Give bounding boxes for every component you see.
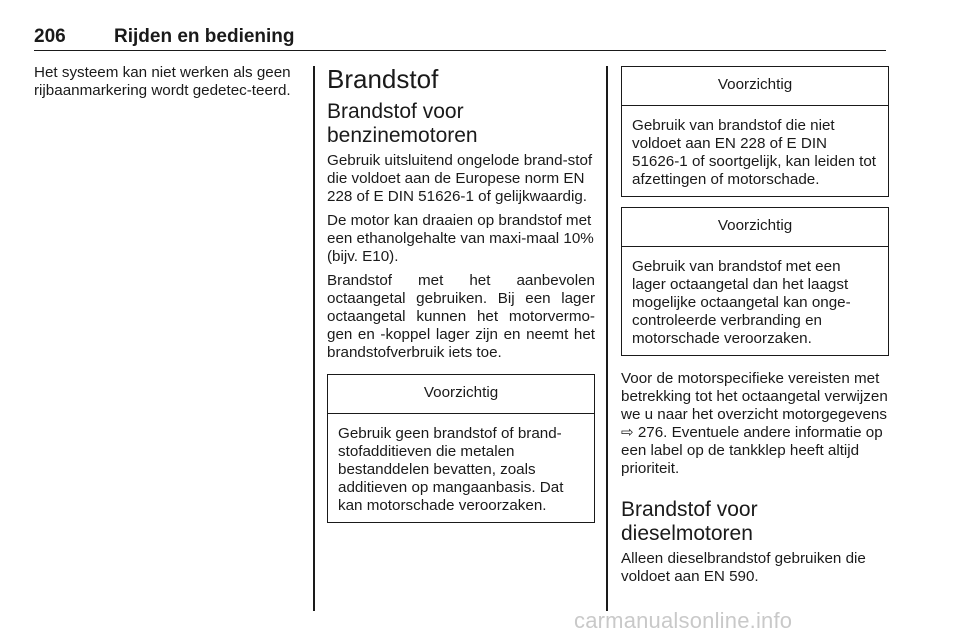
column-2 [327, 64, 595, 529]
page-reference-arrow-icon[interactable]: ⇨ [621, 424, 634, 441]
caution-text-1: Gebruik van brandstof die niet voldoet aan EN 228 of E DIN 51626-1 of soortgelijk, kan leiden tot afzettingen of motorschade. [632, 117, 877, 188]
watermark: carmanualsonline.info [574, 608, 793, 633]
subheading-petrol: Brandstof voor benzinemotoren [327, 100, 478, 147]
column-3 [621, 64, 889, 592]
caution-text: Gebruik geen brandstof of brand-stofadditieven die metalen bestanddelen bevatten, zoals additieven op mangaanbasis. Dat kan motorschade veroorzaken. [338, 425, 564, 514]
engine-data-text: Voor de motorspecifieke vereisten met betrekking tot het octaangetal verwijzen we u naar het overzicht motorgegevens [621, 370, 888, 423]
page-header [34, 24, 886, 51]
caution-box-2 [621, 207, 889, 356]
caution-text-2: Gebruik van brandstof met een lager octaangetal dan het laagst mogelijke octaangetal kan onge-controleerde verbranding en motorschade veroorzaken. [632, 258, 851, 347]
paragraph-diesel: Alleen dieselbrandstof gebruiken die voldoet aan EN 590. [621, 550, 866, 585]
subheading-diesel: Brandstof voor dieselmotoren [621, 498, 758, 545]
main-heading: Brandstof [327, 64, 439, 94]
paragraph-ethanol: De motor kan draaien op brandstof met een ethanolgehalte van maxi-maal 10% (bijv. E10). [327, 212, 594, 265]
caution-title: Voorzichtig [328, 375, 594, 414]
section-title: Rijden en bediening [114, 26, 295, 47]
intro-paragraph: Het systeem kan niet werken als geen rijbaanmarkering wordt gedetec-teerd. [34, 64, 291, 99]
caution-box-1 [621, 66, 889, 197]
column-divider-1 [313, 66, 315, 611]
column-1 [34, 64, 302, 106]
caution-title-1: Voorzichtig [622, 67, 888, 106]
paragraph-engine-data [621, 370, 889, 478]
column-divider-2 [606, 66, 608, 611]
page-number: 206 [34, 26, 66, 47]
caution-box [327, 374, 595, 523]
caution-title-2: Voorzichtig [622, 208, 888, 247]
paragraph-octane: Brandstof met het aanbevolen octaangetal gebruiken. Bij een lager octaangetal kunnen het motorvermo-gen en -koppel lager zijn en neemt het brandstofverbruik iets toe. [327, 272, 595, 361]
paragraph-fuel-norm: Gebruik uitsluitend ongelode brand-stof die voldoet aan de Europese norm EN 228 of E DIN 51626-1 of gelijkwaardig. [327, 152, 593, 205]
engine-data-reference: 276. Eventuele andere informatie op een label op de tankklep heeft altijd prioriteit. [621, 424, 883, 477]
